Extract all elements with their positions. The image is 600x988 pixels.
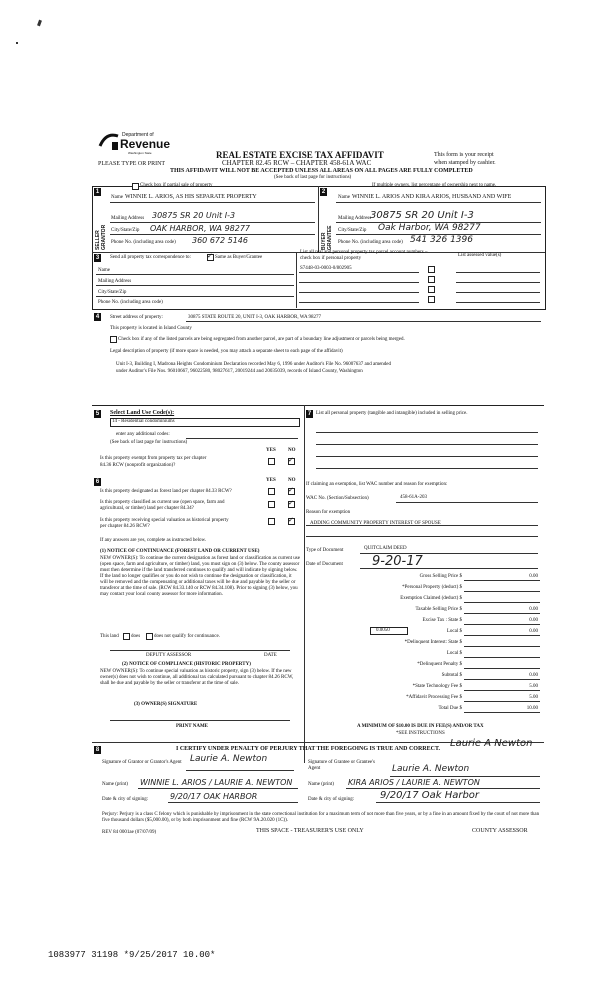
this-land-label: This land (100, 634, 119, 639)
doc-date-label: Date of Document (306, 562, 343, 567)
if-yes-note: If any answers are yes, complete as instructed below. (100, 538, 207, 543)
land-use-code: 14 - Residential condominiums (112, 419, 175, 424)
historic-q-line-1: Is this property receiving special valuation as historical property (100, 518, 229, 523)
tax-row-label: Total Due $ (438, 706, 462, 711)
legal-label: Legal description of property (if more space is needed, you may attach a separate sheet to each page of the affidavit) (110, 349, 343, 354)
compliance-text: NEW OWNER(S): To continue special valuation as historic property, sign (3) below. If the new owner(s) does not wish to continue, all additional tax calculated pursuant to chapter 84.26 RCW, shall be due and payable by the seller or transferor at the time of sale. (100, 669, 294, 686)
seller-section-label: SELLER GRANTOR (95, 224, 107, 250)
legal-line-2: under Auditor's File Nos. 96010667, 96022580, 98027617, 20019244 and 20035039, records of Island County, Washington (116, 369, 363, 374)
tax-row-label: Exemption Claimed (deduct) $ (400, 596, 462, 601)
forest-no-checkbox[interactable] (288, 488, 295, 495)
segregated-label: Check box if any of the listed parcels are being segregated from another parcel, are part of a boundary line adjustment or parcels being merged. (118, 337, 405, 342)
tax-row-underline (464, 646, 540, 647)
reason-label: Reason for exemption (306, 510, 351, 515)
tax-row-value: 0.00 (529, 673, 538, 678)
treasurer-use-note: THIS SPACE - TREASURER'S USE ONLY (256, 828, 364, 834)
legal-line-1: Unit I-3, Building I, Madrona Heights Condominium Declaration recorded May 6, 1996 under Auditor's File No. 96007637 and amended (116, 362, 392, 367)
yes-header-1: YES (266, 448, 276, 453)
forest-question: Is this property designated as forest land per chapter 84.33 RCW? (100, 489, 232, 494)
seller-mailing-label: Mailing Address (111, 216, 145, 221)
corr-phone-label: Phone No. (including area code) (98, 300, 163, 305)
tax-row-value: 10.00 (526, 706, 538, 711)
tax-row-value: 5.00 (529, 684, 538, 689)
multiple-owners-label: If multiple owners, list percentage of ownership next to name. (372, 183, 497, 188)
grantee-name-label: Name (print) (308, 782, 334, 787)
county-line: This property is located in Island County (110, 326, 192, 331)
no-header-2: NO (288, 478, 296, 483)
historic-q-line-2: per chapter 84.26 RCW? (100, 524, 150, 529)
grantee-signature: Laurie A. Newton (392, 764, 470, 774)
tax-row-value: 0.00 (529, 607, 538, 612)
receipt-note-2: when stamped by cashier. (434, 160, 496, 166)
tax-row-value: 0.00 (529, 629, 538, 634)
section-1-marker: 1 (95, 189, 100, 195)
parcel-header: List all real and personal property tax parcel account numbers – check box if personal property (300, 250, 428, 261)
section-8-marker: 8 (95, 747, 100, 753)
grantor-name-label: Name (print) (102, 782, 128, 787)
form-title: REAL ESTATE EXCISE TAX AFFIDAVIT (216, 150, 384, 160)
tax-row-label: Local $ (446, 629, 462, 634)
section-6-marker: 6 (95, 479, 100, 485)
parcel-3-personal-checkbox[interactable] (428, 286, 435, 293)
minimum-note: A MINIMUM OF $10.00 IS DUE IN FEE(S) AND/OR TAX (357, 724, 484, 729)
lower-frame (92, 405, 544, 406)
doc-date: 9-20-17 (372, 554, 423, 569)
historic-yes-checkbox[interactable] (268, 518, 275, 525)
grantor-date-city: 9/20/17 OAK HARBOR (170, 792, 258, 801)
tax-row-underline (464, 591, 540, 592)
continuance-text: NEW OWNER(S): To continue the current designation as forest land or classification as current use (open space, farm and agriculture, or timber) land, you must sign on (3) below. The county assessor must then determine if the land transferred continues to qualify and will indicate by signing below. If the land no longer qualifies or you do not wish to continue the designation or classification, it will be removed and the compensating or additional taxes will be due and payable by the seller or transferor at the time of sale. (RCW 84.33.140 or RCW 84.34.108). Prior to signing (3) below, you may contact your local county assessor for more information. (100, 556, 300, 597)
owner-signature-label: (3) OWNER(S) SIGNATURE (134, 702, 198, 707)
seller-mailing: 30875 SR 20 Unit I-3 (152, 211, 236, 220)
tax-row-underline (464, 701, 540, 702)
form-chapter: CHAPTER 82.45 RCW – CHAPTER 458-61A WAC (222, 159, 372, 167)
buyer-name: WINNIE L. ARIOS AND KIRA ARIOS, HUSBAND AND WIFE (352, 194, 512, 200)
grantee-sig-label: Signature of Grantee or Grantee's Agent (308, 760, 375, 771)
tax-row-label: *Personal Property (deduct) $ (402, 585, 462, 590)
see-instructions: *SEE INSTRUCTIONS (396, 731, 445, 736)
exempt-q-line-1: Is this property exempt from property tax per chapter (100, 456, 207, 461)
scan-dot (16, 42, 18, 44)
recording-stamp: 1083977 31198 *9/25/2017 10.00* (48, 950, 216, 960)
buyer-name-label: Name (338, 195, 350, 200)
parcel-1-personal-checkbox[interactable] (428, 266, 435, 273)
tax-row-label: *Delinquent Penalty $ (417, 662, 462, 667)
warning: THIS AFFIDAVIT WILL NOT BE ACCEPTED UNLESS ALL AREAS ON ALL PAGES ARE FULLY COMPLETED (170, 168, 473, 174)
dept-logo (98, 130, 171, 160)
section-7-marker: 7 (307, 411, 312, 417)
seller-phone-label: Phone No. (including area code) (111, 240, 176, 245)
tax-row-underline (464, 668, 540, 669)
buyer-mailing-label: Mailing Address (338, 216, 372, 221)
local-rate: 0.0050 (376, 628, 390, 633)
section-4-marker: 4 (95, 314, 100, 320)
tax-row-value: 0.00 (529, 618, 538, 623)
section-5-marker: 5 (95, 411, 100, 417)
tax-row-label: Taxable Selling Price $ (415, 607, 462, 612)
tax-row-underline (464, 657, 540, 658)
tax-row-label: *Delinquent Interest: State $ (404, 640, 462, 645)
current-use-q-line-1: Is this property classified as current use (open space, farm and (100, 500, 225, 505)
grantor-date-label: Date & city of signing: (102, 797, 149, 802)
see-back-note: (See back of last page for instructions) (274, 175, 352, 180)
parcel-number: S7448-03-0003-0/802905 (300, 266, 352, 271)
section-3-marker: 3 (95, 255, 100, 261)
exempt-no-checkbox[interactable] (288, 458, 295, 465)
buyer-section-label: BUYER GRANTEE (321, 225, 333, 250)
wac-number: 458-61A-203 (400, 495, 427, 500)
cert-signature-flourish: Laurie A Newton (450, 738, 533, 749)
additional-codes-label: enter any additional codes: (116, 432, 170, 437)
buyer-phone-label: Phone No. (including area code) (338, 240, 403, 245)
tax-row-label: Local $ (446, 651, 462, 656)
buyer-phone: 541 326 1396 (410, 235, 473, 245)
doc-type: QUITCLAIM DEED (364, 546, 407, 551)
tax-row-underline (464, 602, 540, 603)
does-not-label: does not qualify for continuance. (154, 634, 220, 639)
dept-line: Department of (122, 132, 154, 138)
rev-number: REV 84 0001ae (07/07/09) (102, 830, 157, 835)
compliance-title: (2) NOTICE OF COMPLIANCE (HISTORIC PROPERTY) (122, 662, 251, 667)
perjury-note: Perjury: Perjury is a class C felony which is punishable by imprisonment in the state correctional institution for a maximum term of not more than five years, or by a fine in an amount fixed by the court of not more than five thousand dollars ($5,000.00), or by both imprisonment and fine (RCW 9A.20.020 (1C)). (102, 812, 540, 823)
seller-phone: 360 672 5146 (192, 236, 248, 245)
tax-row-label: Excise Tax : State $ (422, 618, 462, 623)
corr-mailing-label: Mailing Address (98, 279, 132, 284)
tax-row-underline (464, 635, 540, 636)
deputy-date-label: DATE (264, 653, 277, 658)
certify-statement: I CERTIFY UNDER PENALTY OF PERJURY THAT THE FOREGOING IS TRUE AND CORRECT. (176, 746, 441, 752)
tax-row-underline (464, 679, 540, 680)
grantor-signature: Laurie A. Newton (190, 754, 268, 764)
correspondence-label: Send all property tax correspondence to: (110, 255, 191, 260)
forest-yes-checkbox[interactable] (268, 488, 275, 495)
segregated-checkbox[interactable] (110, 336, 117, 343)
county-assessor-note: COUNTY ASSESSOR (472, 828, 528, 834)
buyer-city-label: City/State/Zip (338, 228, 367, 233)
exempt-q-line-2: 84.36 RCW (nonprofit organization)? (100, 463, 176, 468)
land-use-see-back: (See back of last page for instructions) (110, 440, 188, 445)
parcel-4-personal-checkbox[interactable] (428, 296, 435, 303)
doc-type-label: Type of Document (306, 548, 344, 553)
seller-name-label: Name (111, 195, 123, 200)
tax-row-underline (464, 613, 540, 614)
grantee-date-city: 9/20/17 Oak Harbor (380, 790, 480, 801)
does-label: does (131, 634, 141, 639)
continuance-title: (1) NOTICE OF CONTINUANCE (FOREST LAND OR CURRENT USE) (100, 549, 260, 554)
wac-label: WAC No. (Section/Subsection) (306, 496, 369, 501)
grantee-date-label: Date & city of signing: (308, 797, 355, 802)
dept-state: Washington State (128, 151, 152, 155)
tax-row-value: 5.00 (529, 695, 538, 700)
grantor-print-name: WINNIE L. ARIOS / LAURIE A. NEWTON (140, 778, 293, 787)
street-label: Street address of property: (110, 315, 163, 320)
tax-row-value: 0.00 (529, 574, 538, 579)
buyer-mailing: 30875 SR 20 Unit I-3 (370, 210, 474, 221)
exempt-yes-checkbox[interactable] (268, 458, 275, 465)
seller-name: WINNIE L. ARIOS, AS HIS SEPARATE PROPERTY (125, 194, 257, 200)
street-address: 30875 STATE ROUTE 20, UNIT I-3, OAK HARBOR, WA 98277 (188, 315, 322, 320)
grantor-sig-label: Signature of Grantor or Grantor's Agent (102, 760, 182, 765)
tax-row-label: *Affidavit Processing Fee $ (406, 695, 462, 700)
corr-name-label: Name (98, 268, 110, 273)
land-use-label: Select Land Use Code(s): (110, 410, 175, 416)
grantee-print-name: KIRA ARIOS / LAURIE A. NEWTON (348, 778, 480, 787)
seller-city: OAK HARBOR, WA 98277 (150, 224, 251, 233)
personal-property-label: List all personal property (tangible and intangible) included in selling price. (316, 411, 468, 416)
does-qualify-checkbox[interactable] (123, 633, 130, 640)
buyer-city: Oak Harbor, WA 98277 (378, 223, 481, 233)
tax-row-label: Subtotal $ (441, 673, 462, 678)
does-not-qualify-checkbox[interactable] (146, 633, 153, 640)
partial-sale-checkbox[interactable] (132, 183, 139, 190)
current-use-no-checkbox[interactable] (288, 501, 295, 508)
partial-sale-label: Check box if partial sale of property (140, 183, 213, 188)
tax-row-label: Gross Selling Price $ (419, 574, 462, 579)
current-use-q-line-2: agricultural, or timber) land per chapter 84.34? (100, 506, 194, 511)
same-as-buyer-checkbox[interactable] (207, 254, 214, 261)
no-header-1: NO (288, 448, 296, 453)
tax-row-underline (464, 690, 540, 691)
dept-name: Revenue (120, 137, 171, 151)
exemption-reason: ADDING COMMUNITY PROPERTY INTEREST OF SPOUSE (310, 521, 441, 526)
exemption-label: If claiming an exemption, list WAC number and reason for exemption: (306, 482, 448, 487)
tax-row-underline (464, 624, 540, 625)
section-2-marker: 2 (321, 189, 326, 195)
deputy-assessor-label: DEPUTY ASSESSOR (146, 653, 192, 658)
receipt-note-1: This form is your receipt (434, 152, 494, 158)
current-use-yes-checkbox[interactable] (268, 501, 275, 508)
assessed-header: List assessed value(s) (458, 253, 502, 258)
scan-mark (37, 20, 42, 27)
tax-row-underline (464, 580, 540, 581)
same-as-buyer-label: Same as Buyer/Grantee (215, 255, 263, 260)
tax-row-label: *State Technology Fee $ (412, 684, 462, 689)
seller-city-label: City/State/Zip (111, 228, 140, 233)
corr-city-label: City/State/Zip (98, 290, 127, 295)
print-name-label: PRINT NAME (176, 724, 208, 729)
print-note: PLEASE TYPE OR PRINT (98, 161, 166, 167)
yes-header-2: YES (266, 478, 276, 483)
historic-no-checkbox[interactable] (288, 518, 295, 525)
parcel-2-personal-checkbox[interactable] (428, 276, 435, 283)
tax-row-underline (464, 712, 540, 713)
